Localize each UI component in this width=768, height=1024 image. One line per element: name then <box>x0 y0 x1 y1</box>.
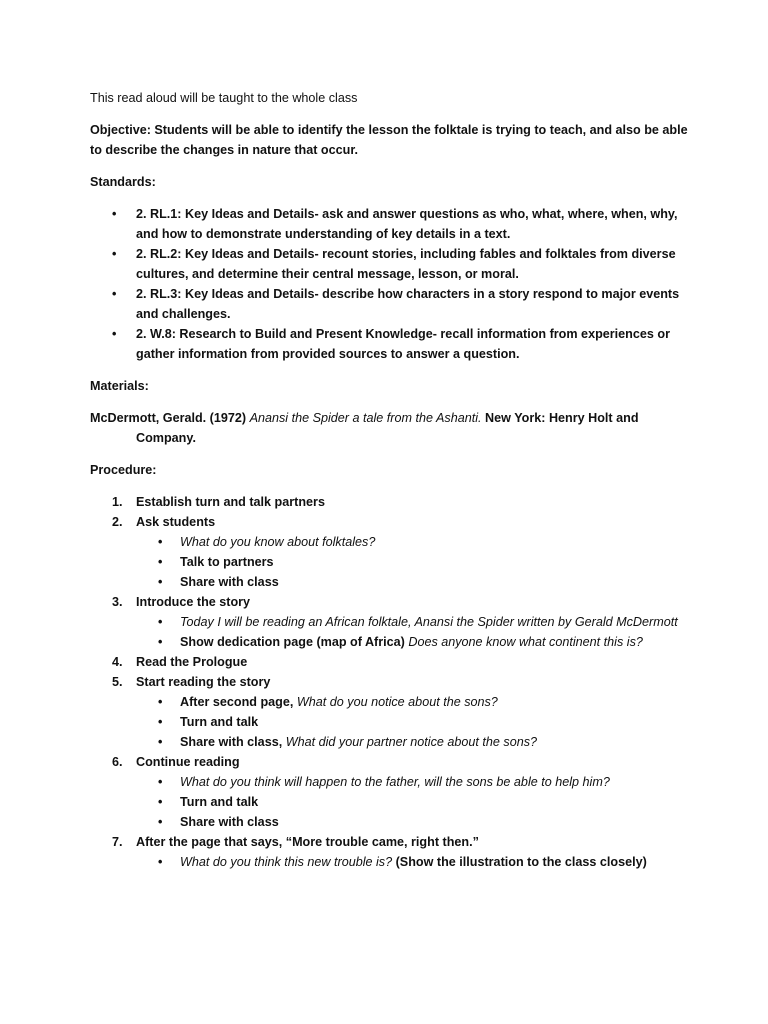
sub-text: Share with class <box>180 815 279 829</box>
bullet: • <box>158 735 163 749</box>
step-label: Continue reading <box>136 755 240 769</box>
sub-text: Share with class <box>180 575 279 589</box>
objective-label: Objective: <box>90 123 151 137</box>
procedure-step <box>90 592 690 652</box>
bullet: • <box>158 575 163 589</box>
standard-code: 2. W.8: <box>136 327 176 341</box>
procedure-step <box>90 672 690 752</box>
sub-item <box>90 712 690 732</box>
sub-question: What did your partner notice about the sons? <box>285 735 538 749</box>
bullet: • <box>112 247 117 261</box>
bullet: • <box>112 327 117 341</box>
sub-text: Today I will be reading an African folktale, Anansi the Spider written by Gerald McDermott <box>180 615 678 629</box>
standard-code: 2. RL.1: <box>136 207 182 221</box>
step-number: 2. <box>112 515 123 529</box>
sub-list <box>136 852 690 872</box>
sub-text: What do you think will happen to the father, will the sons be able to help him? <box>180 775 610 789</box>
step-label: Start reading the story <box>136 675 271 689</box>
procedure-step <box>90 652 690 672</box>
procedure-step <box>90 492 690 512</box>
sub-text: What do you know about folktales? <box>180 535 376 549</box>
sub-item <box>90 552 690 572</box>
sub-question: What do you think this new trouble is? <box>180 855 393 869</box>
step-number: 4. <box>112 655 123 669</box>
sub-item <box>90 732 690 752</box>
bullet: • <box>112 207 117 221</box>
standard-text: Key Ideas and Details- ask and answer questions as who, what, where, when, why, and how to demonstrate understanding of key details in a text. <box>136 207 678 241</box>
standard-item <box>90 284 690 324</box>
step-number: 3. <box>112 595 123 609</box>
standard-code: 2. RL.3: <box>136 287 182 301</box>
step-number: 5. <box>112 675 123 689</box>
standard-item <box>90 204 690 244</box>
step-label: Introduce the story <box>136 595 251 609</box>
sub-text: Talk to partners <box>180 555 274 569</box>
sub-text: Turn and talk <box>180 795 259 809</box>
step-label: After the page that says, “More trouble came, right then.” <box>136 835 479 849</box>
materials-heading: Materials: <box>90 379 149 393</box>
standards-heading: Standards: <box>90 175 156 189</box>
sub-item <box>90 692 690 712</box>
sub-item <box>90 612 690 632</box>
sub-list <box>136 692 690 752</box>
sub-item <box>90 772 690 792</box>
standard-text: Key Ideas and Details- recount stories, including fables and folktales from diverse cultures, and determine their central message, lesson, or moral. <box>136 247 676 281</box>
sub-list <box>136 532 690 592</box>
citation-title: Anansi the Spider a tale from the Ashanti. <box>249 411 482 425</box>
sub-question: What do you notice about the sons? <box>296 695 498 709</box>
bullet: • <box>158 535 163 549</box>
intro-line: This read aloud will be taught to the whole class <box>90 91 358 105</box>
step-number: 6. <box>112 755 123 769</box>
standard-item <box>90 244 690 284</box>
sub-text: After second page, <box>180 695 297 709</box>
bullet: • <box>158 855 163 869</box>
sub-item <box>90 632 690 652</box>
sub-list <box>136 772 690 832</box>
sub-item <box>90 812 690 832</box>
bullet: • <box>158 555 163 569</box>
sub-item <box>90 572 690 592</box>
bullet: • <box>158 715 163 729</box>
step-number: 7. <box>112 835 123 849</box>
step-number: 1. <box>112 495 123 509</box>
materials-citation <box>90 408 690 448</box>
sub-text: Share with class, <box>180 735 286 749</box>
standard-code: 2. RL.2: <box>136 247 182 261</box>
step-label: Read the Prologue <box>136 655 248 669</box>
procedure-heading: Procedure: <box>90 463 157 477</box>
standard-text: Key Ideas and Details- describe how characters in a story respond to major events and challenges. <box>136 287 680 321</box>
bullet: • <box>158 635 163 649</box>
standard-item <box>90 324 690 364</box>
sub-text: Show dedication page (map of Africa) <box>180 635 409 649</box>
sub-text: (Show the illustration to the class closely) <box>392 855 647 869</box>
step-label: Ask students <box>136 515 216 529</box>
bullet: • <box>158 815 163 829</box>
procedure-step <box>90 832 690 872</box>
standard-text: Research to Build and Present Knowledge- recall information from experiences or gather information from provided sources to answer a question. <box>136 327 670 361</box>
step-label: Establish turn and talk partners <box>136 495 325 509</box>
sub-text: Turn and talk <box>180 715 259 729</box>
bullet: • <box>112 287 117 301</box>
citation-author: McDermott, Gerald. (1972) <box>90 411 250 425</box>
procedure-step <box>90 512 690 592</box>
citation-publisher: New York: Henry Holt and Company. <box>136 411 639 445</box>
sub-item <box>90 532 690 552</box>
standards-list <box>90 204 690 364</box>
procedure-list <box>90 492 690 872</box>
objective-text: Students will be able to identify the lesson the folktale is trying to teach, and also be able to describe the changes in nature that occur. <box>90 123 688 157</box>
lesson-plan <box>90 88 690 872</box>
sub-question: Does anyone know what continent this is? <box>408 635 643 649</box>
sub-item <box>90 852 690 872</box>
bullet: • <box>158 615 163 629</box>
sub-list <box>136 612 690 652</box>
bullet: • <box>158 775 163 789</box>
objective <box>90 120 690 160</box>
bullet: • <box>158 695 163 709</box>
sub-item <box>90 792 690 812</box>
bullet: • <box>158 795 163 809</box>
procedure-step <box>90 752 690 832</box>
